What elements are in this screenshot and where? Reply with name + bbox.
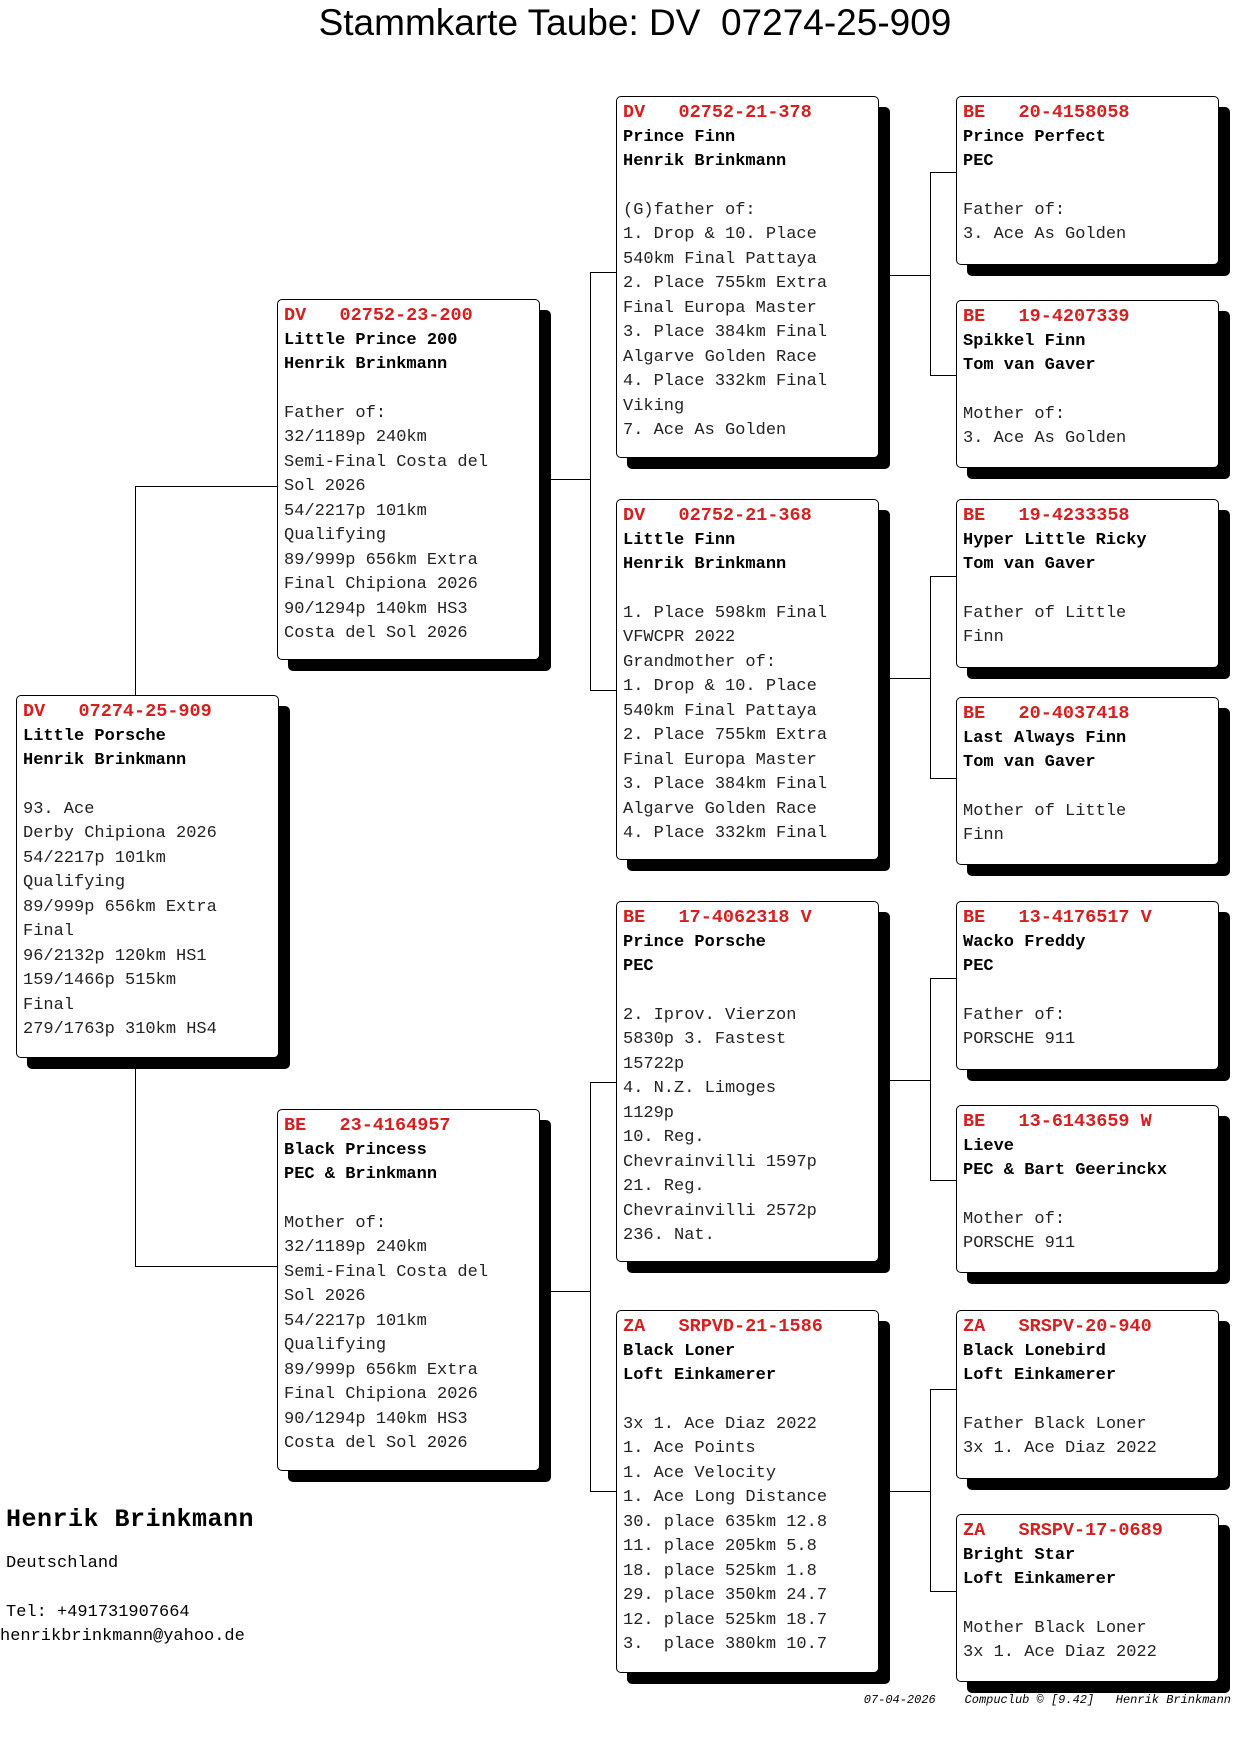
pigeon-card-mff[interactable] — [956, 901, 1219, 1070]
connector — [590, 1082, 591, 1492]
connector — [930, 978, 956, 979]
pigeon-name: Lieve — [963, 1136, 1015, 1156]
connector — [886, 275, 930, 276]
pigeon-name: Black Loner — [623, 1341, 736, 1361]
pigeon-owner: Loft Einkamerer — [963, 1366, 1117, 1385]
pigeon-name: Last Always Finn — [963, 728, 1127, 748]
pigeon-owner: Henrik Brinkmann — [23, 751, 187, 770]
pigeon-name: Prince Porsche — [623, 932, 766, 952]
ring-number: DV 02752-21-368 — [623, 505, 812, 526]
pigeon-name: Black Lonebird — [963, 1341, 1106, 1361]
connector — [930, 1180, 956, 1181]
connector — [590, 690, 616, 691]
connector — [930, 576, 931, 779]
pigeon-info: Mother Black Loner 3x 1. Ace Diaz 2022 — [963, 1618, 1157, 1662]
pigeon-card-ffm[interactable] — [956, 300, 1219, 468]
pigeon-name: Prince Perfect — [963, 127, 1106, 147]
pigeon-info: Mother of: 32/1189p 240km Semi-Final Costa del Sol 2026 54/2217p 101km Qualifying 89/999p 656km Extra Final Chipiona 2026 90/1294p 140km HS3 Costa del Sol 2026 — [284, 1213, 489, 1453]
ring-number: ZA SRPVD-21-1586 — [623, 1316, 823, 1337]
pigeon-info: Father of: 3. Ace As Golden — [963, 200, 1127, 244]
connector — [540, 1291, 590, 1292]
pigeon-card-ff[interactable] — [616, 96, 879, 458]
pigeon-info: Mother of Little Finn — [963, 801, 1127, 845]
connector — [590, 1491, 616, 1492]
connector — [930, 1591, 956, 1592]
connector — [930, 172, 931, 376]
pigeon-info: (G)father of: 1. Drop & 10. Place 540km Final Pattaya 2. Place 755km Extra Final Europa Master 3. Place 384km Final Algarve Golden Race 4. Place 332km Final Viking 7. Ace As Golden — [623, 200, 828, 440]
footer-name: Henrik Brinkmann — [1115, 1693, 1231, 1707]
ring-number: BE 20-4158058 — [963, 102, 1130, 123]
pigeon-owner: PEC — [623, 957, 654, 976]
pigeon-name: Prince Finn — [623, 127, 736, 147]
pigeon-info: 3x 1. Ace Diaz 2022 1. Ace Points 1. Ace Velocity 1. Ace Long Distance 30. place 635km 12.8 11. place 205km 5.8 18. place 525km 1.8 29. place 350km 24.7 12. place 525km 18.7 3. place 380km 10.7 — [623, 1414, 828, 1654]
pigeon-card-fmf[interactable] — [956, 499, 1219, 668]
pigeon-owner: Tom van Gaver — [963, 555, 1096, 574]
pigeon-info: 2. Iprov. Vierzon 5830p 3. Fastest 15722p 4. N.Z. Limoges 1129p 10. Reg. Chevrainvilli 1597p 21. Reg. Chevrainvilli 2572p 236. Nat. — [623, 1005, 817, 1245]
connector — [930, 172, 956, 173]
connector — [540, 479, 590, 480]
pigeon-card-subject[interactable] — [16, 695, 279, 1058]
pigeon-owner: PEC — [963, 957, 994, 976]
connector — [135, 1067, 136, 1267]
pigeon-owner: PEC & Brinkmann — [284, 1165, 438, 1184]
connector — [930, 375, 956, 376]
pigeon-info: 1. Place 598km Final VFWCPR 2022 Grandmother of: 1. Drop & 10. Place 540km Final Pattaya 2. Place 755km Extra Final Europa Master 3. Place 384km Final Algarve Golden Race 4. Place 332km Final — [623, 603, 828, 843]
pigeon-card-fmm[interactable] — [956, 697, 1219, 865]
pigeon-card-mother[interactable] — [277, 1109, 540, 1471]
ring-number: BE 19-4233358 — [963, 505, 1130, 526]
pigeon-name: Hyper Little Ricky — [963, 530, 1147, 550]
pigeon-info: Mother of: PORSCHE 911 — [963, 1209, 1076, 1253]
pigeon-card-father[interactable] — [277, 299, 540, 660]
connector — [590, 1082, 616, 1083]
connector — [590, 272, 616, 273]
pigeon-card-fff[interactable] — [956, 96, 1219, 265]
breeder-country: Deutschland — [6, 1554, 119, 1573]
ring-number: ZA SRSPV-20-940 — [963, 1316, 1152, 1337]
pigeon-owner: Tom van Gaver — [963, 356, 1096, 375]
connector — [886, 1491, 930, 1492]
pigeon-name: Little Porsche — [23, 726, 166, 746]
breeder-phone: Tel: +491731907664 — [6, 1602, 190, 1622]
pigeon-owner: Henrik Brinkmann — [284, 355, 448, 374]
pigeon-info: Father Black Loner 3x 1. Ace Diaz 2022 — [963, 1414, 1157, 1458]
ring-number: BE 13-4176517 V — [963, 907, 1152, 928]
ring-number: BE 19-4207339 — [963, 306, 1130, 327]
pigeon-owner: Henrik Brinkmann — [623, 152, 787, 171]
connector — [886, 678, 930, 679]
footer-software: Compuclub © [9.42] — [964, 1693, 1095, 1707]
pigeon-name: Little Finn — [623, 530, 736, 550]
breeder-name: Henrik Brinkmann — [6, 1505, 255, 1534]
ring-number: BE 17-4062318 V — [623, 907, 812, 928]
pigeon-info: Father of: 32/1189p 240km Semi-Final Costa del Sol 2026 54/2217p 101km Qualifying 89/999p 656km Extra Final Chipiona 2026 90/1294p 140km HS3 Costa del Sol 2026 — [284, 403, 489, 643]
pigeon-info: Mother of: 3. Ace As Golden — [963, 404, 1127, 448]
connector — [930, 978, 931, 1181]
pigeon-name: Wacko Freddy — [963, 932, 1086, 952]
pigeon-owner: Loft Einkamerer — [623, 1366, 777, 1385]
pigeon-info: Father of Little Finn — [963, 603, 1127, 647]
breeder-contact — [0, 1505, 255, 1650]
pigeon-name: Black Princess — [284, 1140, 427, 1160]
ring-number: BE 13-6143659 W — [963, 1111, 1152, 1132]
ring-number: DV 02752-23-200 — [284, 305, 473, 326]
connector — [930, 778, 956, 779]
connector — [930, 1389, 931, 1592]
pigeon-card-mmm[interactable] — [956, 1514, 1219, 1682]
connector — [135, 486, 277, 487]
connector — [886, 1080, 930, 1081]
pigeon-owner: PEC & Bart Geerinckx — [963, 1161, 1168, 1180]
page-title: Stammkarte Taube: DV 07274-25-909 — [318, 2, 952, 43]
connector — [590, 272, 591, 690]
pigeon-card-fm[interactable] — [616, 499, 879, 860]
pigeon-owner: Loft Einkamerer — [963, 1570, 1117, 1589]
ring-number: BE 20-4037418 — [963, 703, 1130, 724]
connector — [135, 486, 136, 695]
connector — [930, 576, 956, 577]
ring-number: BE 23-4164957 — [284, 1115, 451, 1136]
pigeon-info: 93. Ace Derby Chipiona 2026 54/2217p 101km Qualifying 89/999p 656km Extra Final 96/2132p 120km HS1 159/1466p 515km Final 279/1763p 310km HS4 — [23, 799, 217, 1039]
pigeon-owner: PEC — [963, 152, 994, 171]
ring-number: DV 02752-21-378 — [623, 102, 812, 123]
pigeon-card-mm[interactable] — [616, 1310, 879, 1673]
pigeon-owner: Henrik Brinkmann — [623, 555, 787, 574]
pigeon-name: Spikkel Finn — [963, 331, 1086, 351]
ring-number: DV 07274-25-909 — [23, 701, 212, 722]
pigeon-card-mf[interactable] — [616, 901, 879, 1262]
pigeon-name: Bright Star — [963, 1545, 1076, 1565]
footer-date: 07-04-2026 — [863, 1693, 936, 1707]
pigeon-card-mmf[interactable] — [956, 1310, 1219, 1479]
pigeon-card-mfm[interactable] — [956, 1105, 1219, 1273]
connector — [135, 1266, 277, 1267]
connector — [930, 1389, 956, 1390]
pigeon-owner: Tom van Gaver — [963, 753, 1096, 772]
pigeon-name: Little Prince 200 — [284, 330, 458, 350]
breeder-email[interactable]: henrikbrinkmann@yahoo.de — [0, 1627, 245, 1646]
pigeon-info: Father of: PORSCHE 911 — [963, 1005, 1076, 1049]
ring-number: ZA SRSPV-17-0689 — [963, 1520, 1163, 1541]
footer — [864, 1693, 1231, 1707]
